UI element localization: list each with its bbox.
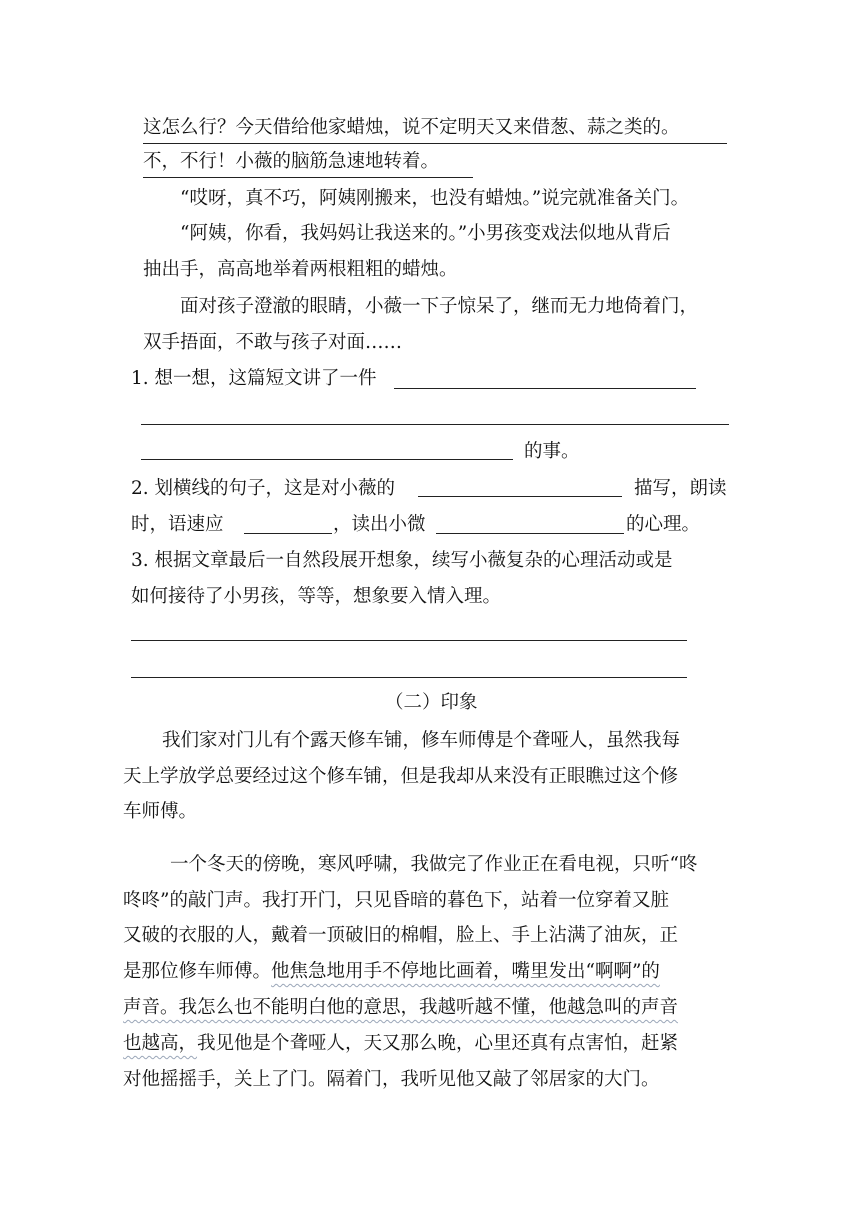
- question-1-suffix: 的事。: [524, 441, 580, 462]
- wavy-marked-text-line-5: 声音。我怎么也不能明白他的意思，我越听越不懂，他越急叫的声音: [123, 997, 679, 1018]
- question-3-answer-line-2[interactable]: [131, 677, 687, 678]
- question-2-blank-description[interactable]: [418, 496, 622, 497]
- question-3-line-1: 3. 根据文章最后一自然段展开想象，续写小薇复杂的心理活动或是: [131, 550, 673, 571]
- story2-p2-line-4-plain: 是那位修车师傅。: [123, 961, 272, 982]
- question-2-line-1-end: 描写，朗读: [634, 478, 727, 499]
- paragraph-boy-line-1: “阿姨，你看，我妈妈让我送来的。”小男孩变戏法似地从背后: [180, 223, 671, 244]
- story2-p2-line-3: 又破的衣服的人，戴着一顶破旧的棉帽，脸上、手上沾满了油灰，正: [123, 925, 679, 946]
- story2-p1-line-1: 我们家对门儿有个露天修车铺，修车师傅是个聋哑人，虽然我每: [162, 730, 681, 751]
- question-2-line-2-end: 的心理。: [626, 514, 701, 535]
- wavy-marked-text-line-4: 他焦急地用手不停地比画着，嘴里发出“啊啊”的: [271, 961, 660, 982]
- underlined-sentence-line-1: 这怎么行？今天借给他家蜡烛，说不定明天又来借葱、蒜之类的。: [143, 116, 727, 144]
- question-1-blank-c[interactable]: [141, 459, 513, 460]
- paragraph-boy-line-2: 抽出手，高高地举着两根粗粗的蜡烛。: [143, 259, 458, 280]
- wavy-marked-text-line-6: 也越高，: [123, 1033, 198, 1054]
- story2-p2-line-6: [123, 1032, 678, 1056]
- question-2-blank-speed[interactable]: [244, 533, 332, 534]
- story2-p2-line-1: 一个冬天的傍晚，寒风呼啸，我做完了作业正在看电视，只听“咚: [170, 854, 698, 875]
- section-title: （二）印象: [385, 692, 478, 713]
- question-3-line-2: 如何接待了小男孩，等等，想象要入情入理。: [131, 586, 502, 607]
- question-1-blank-a[interactable]: [394, 388, 696, 389]
- question-2-line-2-mid: ，读出小微: [333, 514, 426, 535]
- question-1-prefix: 1. 想一想，这篇短文讲了一件: [131, 368, 377, 389]
- question-2-line-2-start: 时，语速应: [131, 514, 224, 535]
- paragraph-face-line-2: 双手捂面，不敢与孩子对面……: [143, 332, 403, 353]
- question-2-blank-mood[interactable]: [436, 533, 624, 534]
- question-3-answer-line-1[interactable]: [131, 640, 687, 641]
- question-2-line-1-start: 2. 划横线的句子，这是对小薇的: [131, 478, 396, 499]
- story2-p2-line-6-plain: 我见他是个聋哑人，天又那么晚，心里还真有点害怕，赶紧: [197, 1033, 679, 1054]
- story2-p1-line-3: 车师傅。: [123, 801, 198, 822]
- story2-p2-line-2: 咚咚”的敲门声。我打开门，只见昏暗的暮色下，站着一位穿着又脏: [123, 890, 669, 911]
- underlined-sentence-line-2: 不，不行！小薇的脑筋急速地转着。: [143, 150, 473, 178]
- story2-p1-line-2: 天上学放学总要经过这个修车铺，但是我却从来没有正眼瞧过这个修: [123, 766, 679, 787]
- paragraph-face-line-1: 面对孩子澄澈的眼睛，小薇一下子惊呆了，继而无力地倚着门，: [180, 296, 699, 317]
- question-1-blank-b[interactable]: [141, 424, 729, 425]
- story2-p2-line-7: 对他摇摇手，关上了门。隔着门，我听见他又敲了邻居家的大门。: [123, 1069, 660, 1090]
- paragraph-aunt: “哎呀，真不巧，阿姨刚搬来，也没有蜡烛。”说完就准备关门。: [180, 188, 690, 209]
- story2-p2-line-5: [123, 996, 678, 1020]
- story2-p2-line-4: [123, 960, 660, 984]
